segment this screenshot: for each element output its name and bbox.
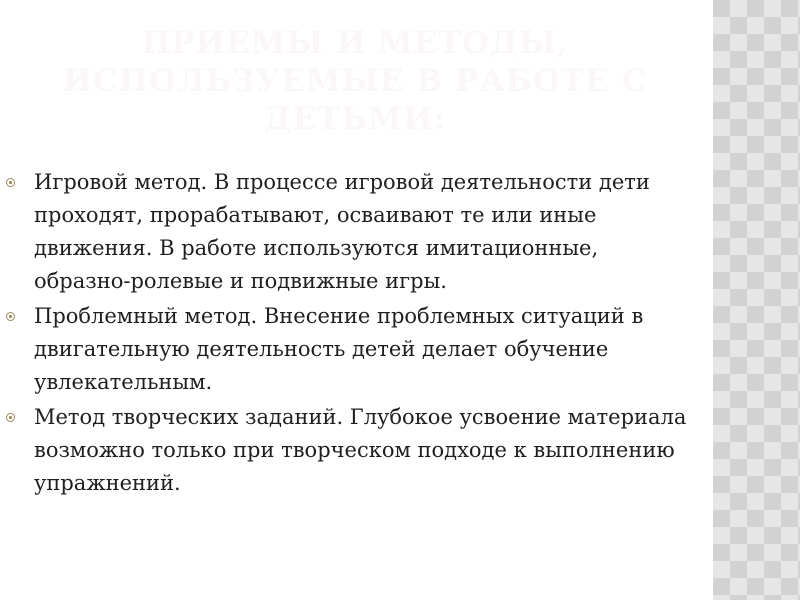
bullet-game-method [0, 166, 690, 298]
bullet-list [0, 166, 690, 500]
title-line-2: ИСПОЛЬЗУЕМЫЕ В РАБОТЕ С [62, 63, 648, 99]
title-line-1: ПРИЕМЫ И МЕТОДЫ, [141, 25, 569, 61]
bullet-text: Игровой метод. В процессе игровой деятельности дети проходят, прорабатывают, осваивают те или иные движения. В работе используются имитационные, образно-ролевые и подвижные игры. [34, 170, 650, 293]
circled-dot-icon [6, 178, 15, 187]
slide-title [30, 24, 680, 138]
decorative-side-stripe [713, 0, 800, 600]
title-line-3: ДЕТЬМИ: [264, 101, 446, 137]
bullet-text: Метод творческих заданий. Глубокое усвоение материала возможно только при творческом подходе к выполнению упражнений. [34, 405, 687, 495]
bullet-creative-method [0, 401, 690, 500]
circled-dot-icon [6, 413, 15, 422]
slide-body [0, 166, 690, 502]
circled-dot-icon [6, 312, 15, 321]
bullet-text: Проблемный метод. Внесение проблемных ситуаций в двигательную деятельность детей делает обучение увлекательным. [34, 304, 644, 394]
bullet-problem-method [0, 300, 690, 399]
